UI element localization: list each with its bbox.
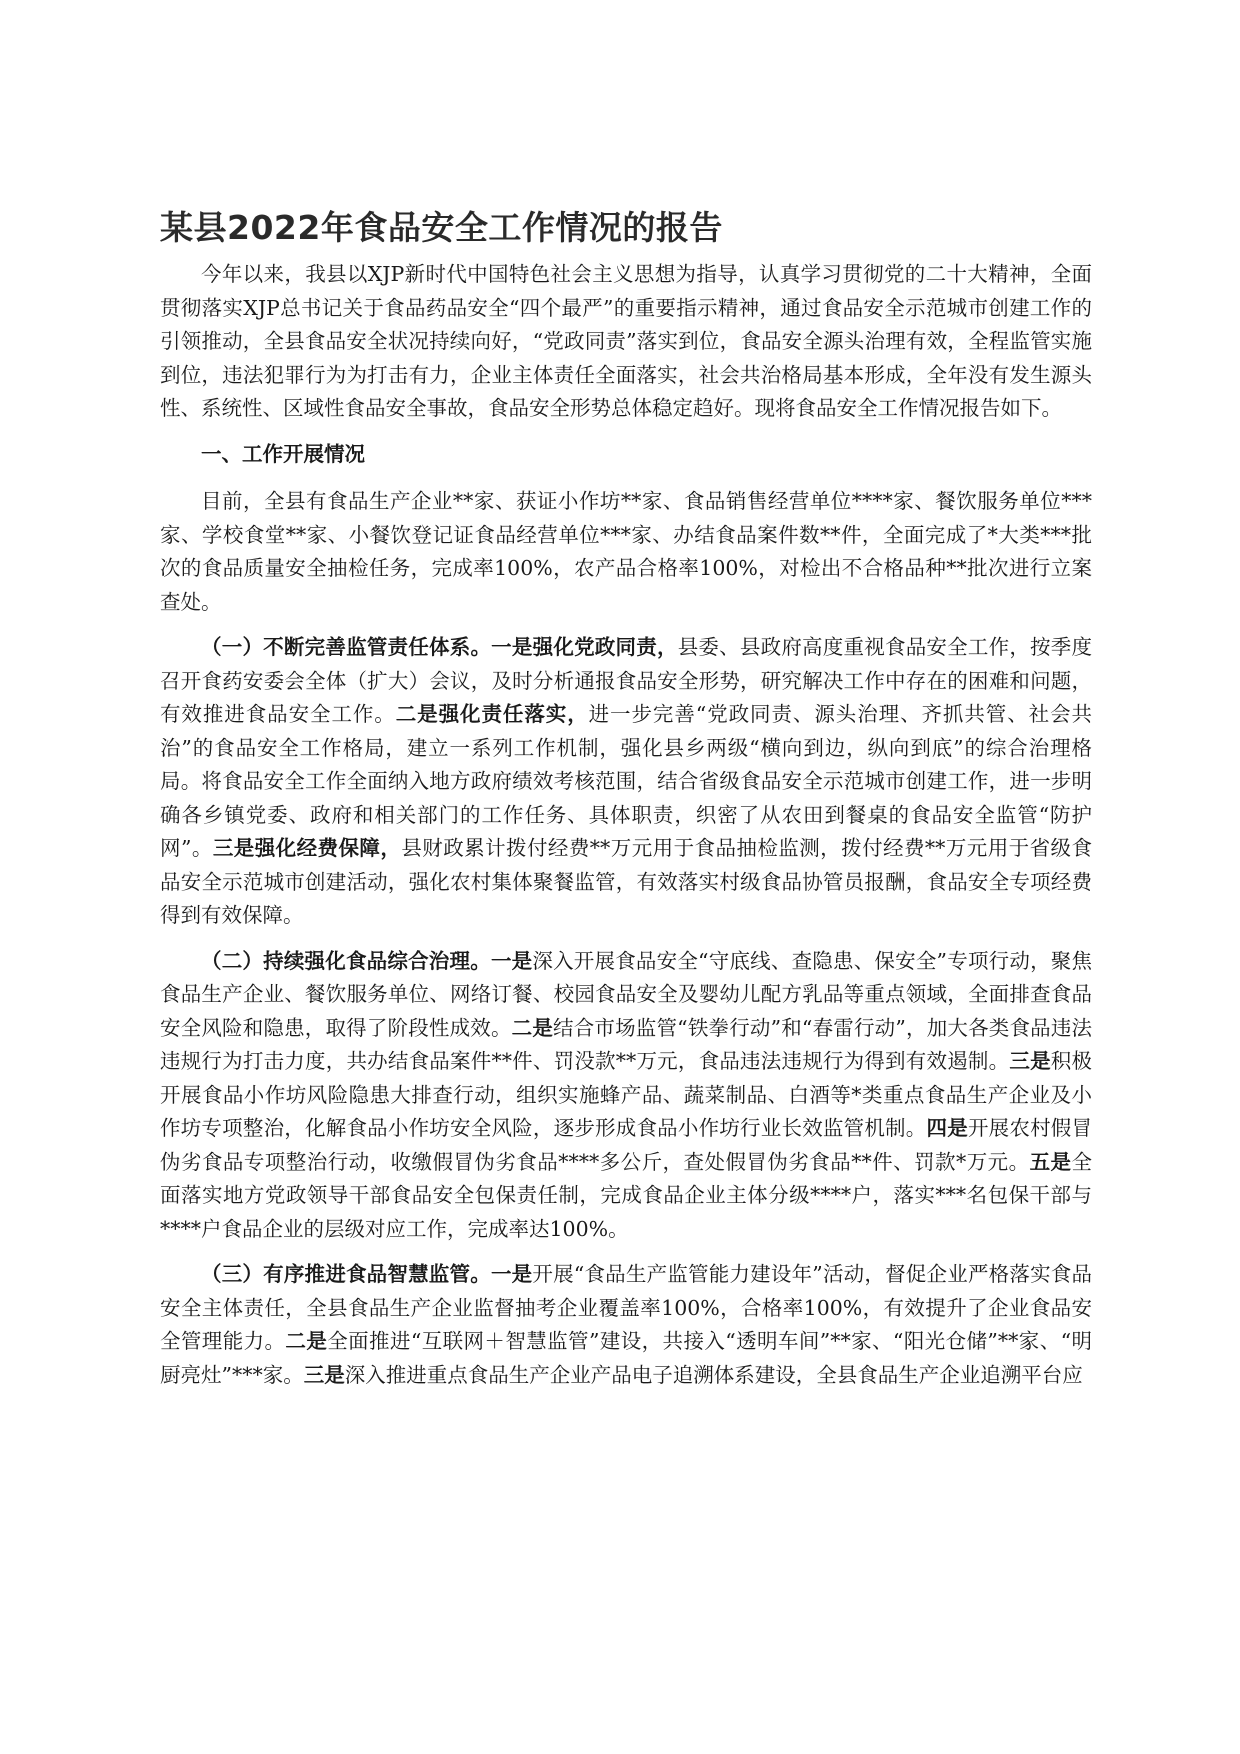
paragraph-emphasis: 三是强化经费保障，: [212, 836, 402, 860]
section-intro-paragraph: 目前，全县有食品生产企业**家、获证小作坊**家、食品销售经营单位****家、餐饮服务单位***家、学校食堂**家、小餐饮登记证食品经营单位***家、办结食品案件数**件，全面完成了*大类***批次的食品质量安全抽检任务，完成率100%，农产品合格率100%，对检出不合格品种**批次进行立案查处。: [160, 489, 1092, 614]
paragraph-emphasis: 四是: [926, 1116, 968, 1140]
paragraph-emphasis: 五是: [1029, 1149, 1072, 1174]
paragraph-lead: （一）不断完善监管责任体系。一是强化党政同责，: [201, 635, 678, 659]
paragraph-emphasis: 二是: [511, 1015, 554, 1040]
paragraph-comprehensive-governance: [160, 945, 1092, 1247]
paragraph-text: 全面落实地方党政领导干部食品安全包保责任制，完成食品企业主体分级****户，落实***名包保干部与****户食品企业的层级对应工作，完成率达100%。: [160, 1149, 1093, 1241]
paragraph-text: 县委、县政府高度重视食品安全工作，按季度召开食药安委会全体（扩大）会议，及时分析通报食品安全形势，研究解决工作中存在的困难和问题，有效推进食品安全工作。: [160, 635, 1092, 726]
paragraph-smart-supervision: [160, 1258, 1092, 1392]
paragraph-lead: （三）有序推进食品智慧监管。一是: [201, 1262, 533, 1286]
paragraph-text: 结合市场监管“铁拳行动”和“春雷行动”，加大各类食品违法违规行为打击力度，共办结食品案件**件、罚没款**万元，食品违法违规行为得到有效遏制。: [160, 1015, 1093, 1073]
section-heading-work: 一、工作开展情况: [201, 441, 365, 466]
paragraph-responsibility-system: [160, 631, 1092, 933]
document-title: 某县2022年食品安全工作情况的报告: [160, 208, 723, 247]
paragraph-lead: （二）持续强化食品综合治理。一是: [201, 948, 533, 973]
paragraph-text: 开展“食品生产监管能力建设年”活动，督促企业严格落实食品安全主体责任，全县食品生产企业监督抽考企业覆盖率100%，合格率100%，有效提升了企业食品安全管理能力。: [160, 1262, 1092, 1353]
paragraph-emphasis: 三是: [303, 1362, 345, 1387]
paragraph-text: 县财政累计拨付经费**万元用于食品抽检监测，拨付经费**万元用于省级食品安全示范城市创建活动，强化农村集体聚餐监管，有效落实村级食品协管员报酬，食品安全专项经费得到有效保障。: [160, 836, 1093, 927]
paragraph-emphasis: 二是强化责任落实，: [395, 702, 589, 726]
paragraph-text: 全面推进“互联网＋智慧监管”建设，共接入“透明车间”**家、“阳光仓储”**家、“明厨亮灶”***家。: [160, 1329, 1092, 1387]
paragraph-text: 进一步完善“党政同责、源头治理、齐抓共管、社会共治”的食品安全工作格局，建立一系列工作机制，强化县乡两级“横向到边，纵向到底”的综合治理格局。将食品安全工作全面纳入地方政府绩效考核范围，结合省级食品安全示范城市创建工作，进一步明确各乡镇党委、政府和相关部门的工作任务、具体职责，织密了从农田到餐桌的食品安全监管“防护网”。: [160, 702, 1093, 860]
paragraph-emphasis: 三是: [1009, 1049, 1051, 1073]
paragraph-text: 深入推进重点食品生产企业产品电子追溯体系建设，全县食品生产企业追溯平台应: [344, 1362, 1083, 1387]
paragraph-text: 深入开展食品安全“守底线、查隐患、保安全”专项行动，聚焦食品生产企业、餐饮服务单位、网络订餐、校园食品安全及婴幼儿配方乳品等重点领域，全面排查食品安全风险和隐患，取得了阶段性成效。: [160, 948, 1092, 1040]
document-body: [160, 204, 1092, 1404]
paragraph-text: 开展农村假冒伪劣食品专项整治行动，收缴假冒伪劣食品****多公斤，查处假冒伪劣食品**件、罚款*万元。: [160, 1116, 1093, 1174]
paragraph-emphasis: 二是: [285, 1329, 328, 1353]
intro-paragraph: 今年以来，我县以XJP新时代中国特色社会主义思想为指导，认真学习贯彻党的二十大精神，全面贯彻落实XJP总书记关于食品药品安全“四个最严”的重要指示精神，通过食品安全示范城市创建工作的引领推动，全县食品安全状况持续向好，“党政同责”落实到位，食品安全源头治理有效，全程监管实施到位，违法犯罪行为为打击有力，企业主体责任全面落实，社会共治格局基本形成，全年没有发生源头性、系统性、区域性食品安全事故，食品安全形势总体稳定趋好。现将食品安全工作情况报告如下。: [160, 262, 1092, 420]
paragraph-text: 积极开展食品小作坊风险隐患大排查行动，组织实施蜂产品、蔬菜制品、白酒等*类重点食品生产企业及小作坊专项整治，化解食品小作坊安全风险，逐步形成食品小作坊行业长效监管机制。: [160, 1049, 1093, 1140]
